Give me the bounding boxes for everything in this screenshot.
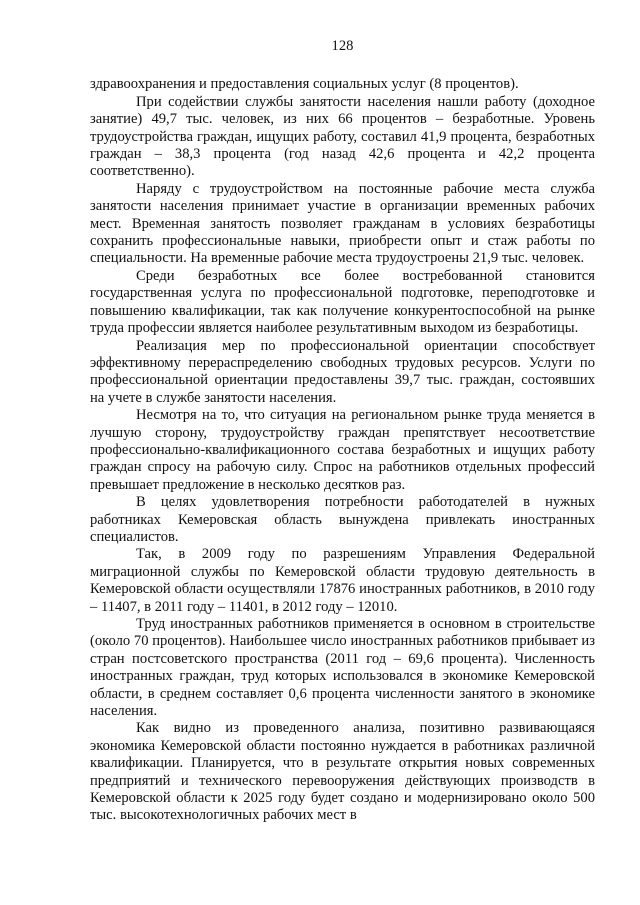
paragraph-continuation: здравоохранения и предоставления социальных услуг (8 процентов). xyxy=(90,76,519,93)
document-page xyxy=(90,38,595,825)
paragraph-temporary-jobs: Наряду с трудоустройством на постоянные рабочие места служба занятости населения принимает участие в организации временных рабочих мест. Временная занятость позволяет гражданам в условиях безработицы сохранить профессиональные навыки, приобрести опыт и стаж работы по специальности. На временные рабочие места трудоустроены 21,9 тыс. человек. xyxy=(90,180,595,267)
paragraph-foreign-specialists: В целях удовлетворения потребности работодателей в нужных работниках Кемеровская область вынуждена привлекать иностранных специалистов. xyxy=(90,494,595,545)
paragraph-labor-mismatch: Несмотря на то, что ситуация на региональном рынке труда меняется в лучшую сторону, трудоустройству граждан препятствует несоответствие профессионально-квалификационного состава безработных и ищущих работу граждан спросу на рабочую силу. Спрос на работников отдельных профессий превышает предложение в несколько десятков раз. xyxy=(90,407,595,493)
paragraph-employment-results: При содействии службы занятости населения нашли работу (доходное занятие) 49,7 тыс. человек, из них 66 процентов – безработные. Уровень трудоустройства граждан, ищущих работу, составил 41,9 процента, безработных граждан – 38,3 процента (год назад 42,6 процента и 42,2 процента соответственно). xyxy=(90,93,595,180)
paragraph-conclusion: Как видно из проведенного анализа, позитивно развивающаяся экономика Кемеровской области постоянно нуждается в работниках различной квалификации. Планируется, что в результате открытия новых современных предприятий и технического перевооружения действующих производств в Кемеровской области к 2025 году будет создано и модернизировано около 500 тыс. высокотехнологичных рабочих мест в xyxy=(90,720,595,824)
paragraph-foreign-labor-sectors: Труд иностранных работников применяется в основном в строительстве (около 70 процентов). Наибольшее число иностранных работников прибывает из стран постсоветского пространства (2011 год – 69,6 процента). Численность иностранных граждан, труд которых использовался в экономике Кемеровской области, в среднем составляет 0,6 процента численности занятого в экономике населения. xyxy=(90,616,595,720)
paragraph-career-guidance: Реализация мер по профессиональной ориентации способствует эффективному перераспределению свободных трудовых ресурсов. Услуги по профессиональной ориентации предоставлены 39,7 тыс. граждан, состоявших на учете в службе занятости населения. xyxy=(90,337,595,406)
page-number: 128 xyxy=(331,38,354,54)
paragraph-vocational-training: Среди безработных все более востребованной становится государственная услуга по профессиональной подготовке, переподготовке и повышению квалификации, так как получение конкурентоспособной на рынке труда профессии является наиболее результативным выходом из безработицы. xyxy=(90,267,595,337)
paragraph-foreign-workers-stats: Так, в 2009 году по разрешениям Управления Федеральной миграционной службы по Кемеровской области трудовую деятельность в Кемеровской области осуществляли 17876 иностранных работников, в 2010 году – 11407, в 2011 году – 11401, в 2012 году – 12010. xyxy=(90,546,595,615)
